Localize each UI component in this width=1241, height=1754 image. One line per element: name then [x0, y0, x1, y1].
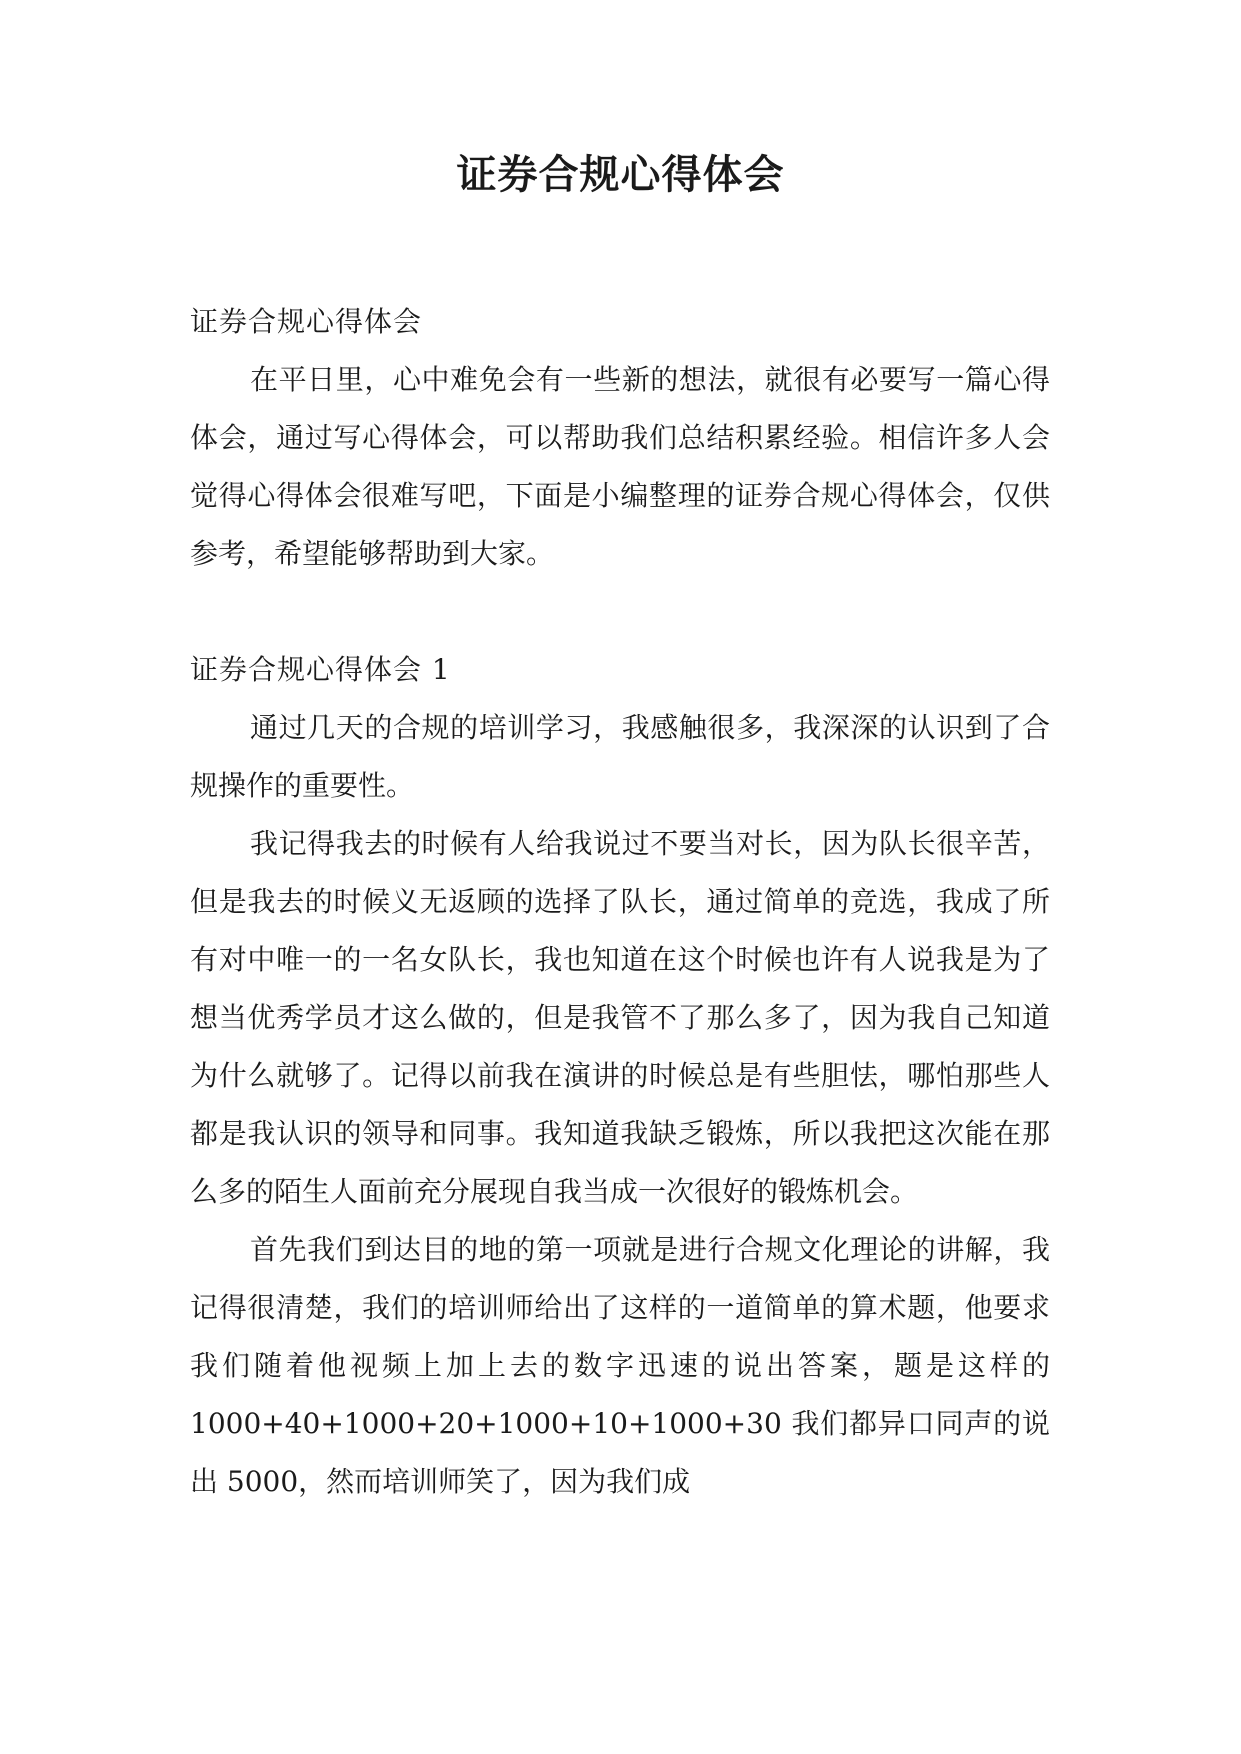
- section-spacer: [190, 583, 1050, 641]
- document-title: 证券合规心得体会: [456, 152, 785, 198]
- section-1-paragraph: 我记得我去的时候有人给我说过不要当对长，因为队长很辛苦，但是我去的时候义无返顾的选择了队长，通过简单的竞选，我成了所有对中唯一的一名女队长，我也知道在这个时候也许有人说我是为了想当优秀学员才这么做的，但是我管不了那么多了，因为我自己知道为什么就够了。记得以前我在演讲的时候总是有些胆怯，哪怕那些人都是我认识的领导和同事。我知道我缺乏锻炼，所以我把这次能在那么多的陌生人面前充分展现自我当成一次很好的锻炼机会。: [190, 827, 1050, 1208]
- intro-heading: 证券合规心得体会: [190, 305, 423, 338]
- document-body: [190, 293, 1050, 1511]
- section-1-paragraph: 首先我们到达目的地的第一项就是进行合规文化理论的讲解，我记得很清楚，我们的培训师给出了这样的一道简单的算术题，他要求我们随着他视频上加上去的数字迅速的说出答案，题是这样的 1000+40+1000+20+1000+10+1000+30 我们都异口同声的说出 5000，然而培训师笑了，因为我们成: [190, 1233, 1050, 1498]
- section-1-paragraph: 通过几天的合规的培训学习，我感触很多，我深深的认识到了合规操作的重要性。: [190, 711, 1050, 802]
- intro-paragraph: 在平日里，心中难免会有一些新的想法，就很有必要写一篇心得体会，通过写心得体会，可以帮助我们总结积累经验。相信许多人会觉得心得体会很难写吧，下面是小编整理的证券合规心得体会，仅供参考，希望能够帮助到大家。: [190, 363, 1050, 570]
- section-1-heading: 证券合规心得体会 1: [190, 653, 451, 686]
